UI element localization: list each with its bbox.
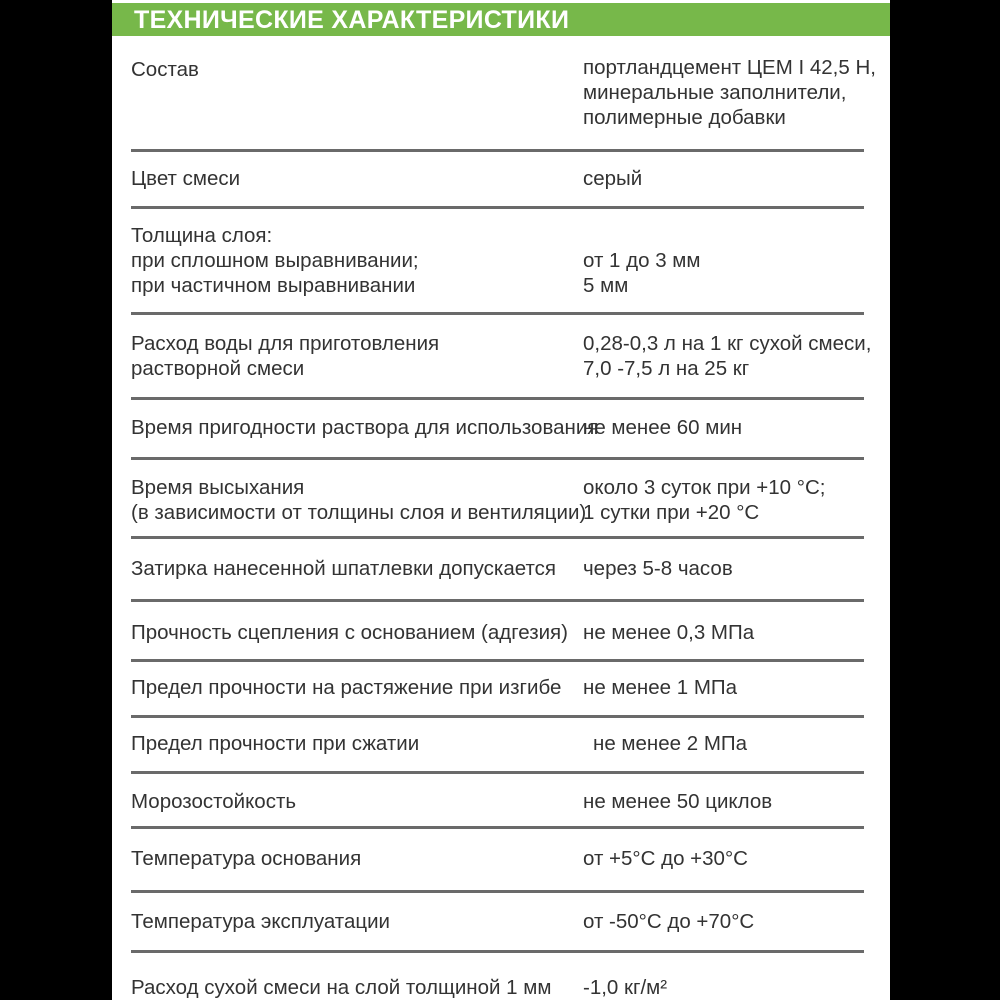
spec-sheet	[112, 0, 890, 1000]
row-label-line: Температура основания	[131, 847, 362, 870]
row-label-line: Время пригодности раствора для использования	[131, 416, 599, 439]
row-divider	[131, 312, 864, 315]
row-divider	[131, 890, 864, 893]
row-value-line: 0,28-0,3 л на 1 кг сухой смеси,	[583, 332, 872, 355]
row-value-line: полимерные добавки	[583, 106, 786, 129]
row-divider	[131, 599, 864, 602]
row-label-line: Состав	[131, 58, 199, 81]
section-title: ТЕХНИЧЕСКИЕ ХАРАКТЕРИСТИКИ	[134, 6, 570, 34]
section-header-bar	[112, 3, 890, 36]
row-value-line: 7,0 -7,5 л на 25 кг	[583, 357, 750, 380]
row-value-line: 5 мм	[583, 274, 629, 297]
row-divider	[131, 206, 864, 209]
right-letterbox-bar	[890, 0, 1000, 1000]
row-value-line: -1,0 кг/м²	[583, 976, 668, 999]
row-divider	[131, 536, 864, 539]
left-letterbox-bar	[0, 0, 112, 1000]
row-divider	[131, 457, 864, 460]
row-value-line: портландцемент ЦЕМ I 42,5 Н,	[583, 56, 876, 79]
row-value-line: не менее 1 МПа	[583, 676, 738, 699]
row-divider	[131, 659, 864, 662]
row-label-line: при сплошном выравнивании;	[131, 249, 419, 272]
row-value-line: не менее 60 мин	[583, 416, 743, 439]
row-divider	[131, 149, 864, 152]
row-label-line: Толщина слоя:	[131, 224, 273, 247]
row-value-line: около 3 суток при +10 °С;	[583, 476, 826, 499]
row-label-line: Время высыхания	[131, 476, 305, 499]
row-value-line: от +5°С до +30°С	[583, 847, 748, 870]
row-value-line: не менее 50 циклов	[583, 790, 773, 813]
row-value-line: 1 сутки при +20 °С	[583, 501, 760, 524]
row-divider	[131, 826, 864, 829]
row-value-line: не менее 2 МПа	[593, 732, 748, 755]
row-label-line: Предел прочности при сжатии	[131, 732, 420, 755]
row-label-line: Прочность сцепления с основанием (адгезия)	[131, 621, 568, 644]
row-label-line: Расход сухой смеси на слой толщиной 1 мм	[131, 976, 552, 999]
row-label-line: Расход воды для приготовления	[131, 332, 440, 355]
row-value-line: не менее 0,3 МПа	[583, 621, 755, 644]
row-divider	[131, 950, 864, 953]
row-divider	[131, 771, 864, 774]
row-value-line: минеральные заполнители,	[583, 81, 847, 104]
row-value-line: через 5-8 часов	[583, 557, 733, 580]
row-label-line: Морозостойкость	[131, 790, 297, 813]
row-label-line: растворной смеси	[131, 357, 305, 380]
row-label-line: Цвет смеси	[131, 167, 241, 190]
row-divider	[131, 397, 864, 400]
row-label-line: (в зависимости от толщины слоя и вентиляции)	[131, 501, 587, 524]
row-value-line: серый	[583, 167, 643, 190]
row-label-line: Предел прочности на растяжение при изгибе	[131, 676, 562, 699]
row-divider	[131, 715, 864, 718]
row-label-line: Затирка нанесенной шпатлевки допускается	[131, 557, 556, 580]
row-value-line: от 1 до 3 мм	[583, 249, 701, 272]
row-value-line: от -50°С до +70°С	[583, 910, 755, 933]
row-label-line: при частичном выравнивании	[131, 274, 416, 297]
row-label-line: Температура эксплуатации	[131, 910, 391, 933]
